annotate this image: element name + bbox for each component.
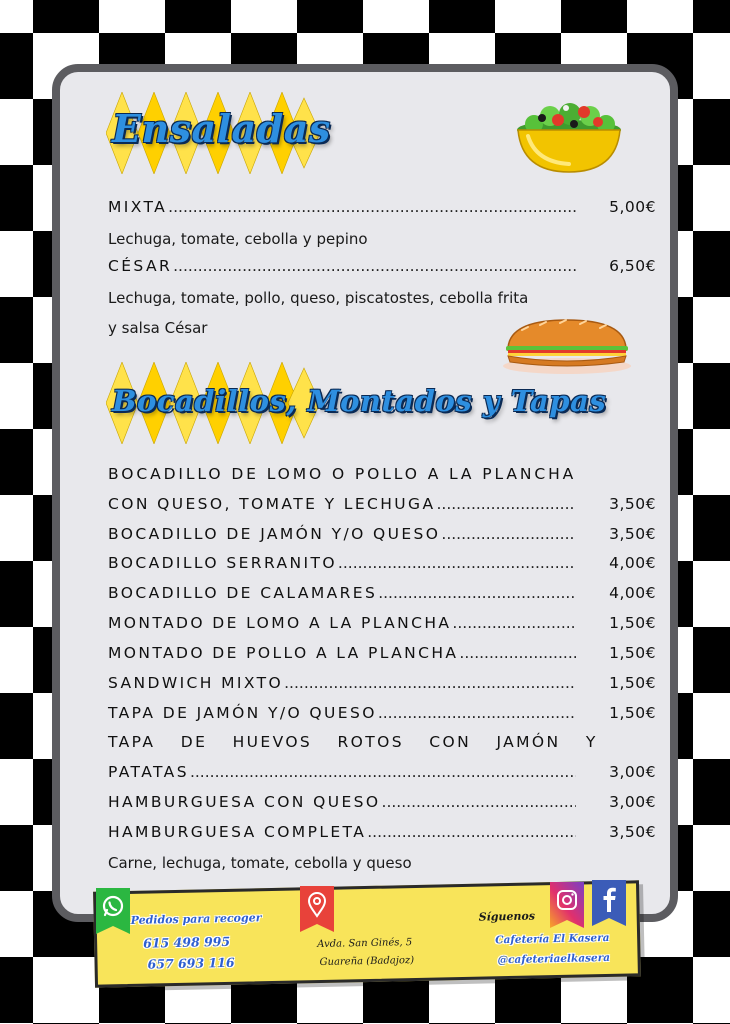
leader-dots <box>190 763 576 781</box>
item-price: 3,50€ <box>609 823 656 841</box>
phone-number[interactable]: 657 693 116 <box>147 954 235 972</box>
menu-item-bocadillo-calamares <box>108 584 656 608</box>
leader-dots <box>338 554 576 572</box>
item-description: Lechuga, tomate, pollo, queso, piscatostes, cebolla frita <box>108 289 529 307</box>
leader-dots <box>459 644 576 662</box>
item-price: 4,00€ <box>609 584 656 602</box>
item-price: 3,50€ <box>609 525 656 543</box>
leader-dots <box>382 793 576 811</box>
leader-dots <box>173 257 576 275</box>
item-name: TAPA DE HUEVOS ROTOS CON JAMÓN Y <box>108 733 598 751</box>
sandwich-icon <box>500 314 634 376</box>
menu-item-mixta <box>108 198 656 222</box>
menu-item-cesar <box>108 257 656 281</box>
facebook-icon[interactable] <box>592 880 626 926</box>
item-name: SANDWICH MIXTO <box>108 674 284 692</box>
menu-item-montado-pollo <box>108 644 656 668</box>
item-price: 1,50€ <box>609 704 656 722</box>
location-pin-icon[interactable] <box>300 886 334 932</box>
item-name: PATATAS <box>108 763 189 781</box>
item-price: 3,00€ <box>609 793 656 811</box>
leader-dots <box>367 823 576 841</box>
item-name: CON QUESO, TOMATE Y LECHUGA <box>108 495 436 513</box>
leader-dots <box>378 704 576 722</box>
item-name: CÉSAR <box>108 257 173 275</box>
section-title-ensaladas: Ensaladas <box>112 106 331 151</box>
whatsapp-icon[interactable] <box>96 888 130 934</box>
business-name: Cafetería El Kasera <box>495 931 610 947</box>
menu-item-tapa-jamon <box>108 704 656 728</box>
address-line: Avda. San Ginés, 5 <box>317 937 413 951</box>
menu-item-montado-lomo <box>108 614 656 638</box>
section-title-bocadillos: Bocadillos, Montados y Tapas <box>112 384 607 418</box>
item-name: TAPA DE JAMÓN Y/O QUESO <box>108 704 377 722</box>
phone-number[interactable]: 615 498 995 <box>142 933 231 951</box>
item-name: MONTADO DE LOMO A LA PLANCHA <box>108 614 452 632</box>
item-name: BOCADILLO SERRANITO <box>108 554 337 572</box>
item-price: 1,50€ <box>609 674 656 692</box>
leader-dots <box>168 198 576 216</box>
menu-item-bocadillo-jamon <box>108 525 656 549</box>
menu-item-tapa-huevos <box>108 763 656 787</box>
item-name: BOCADILLO DE JAMÓN Y/O QUESO <box>108 525 441 543</box>
item-name: MONTADO DE POLLO A LA PLANCHA <box>108 644 459 662</box>
item-name: HAMBURGUESA COMPLETA <box>108 823 367 841</box>
leader-dots <box>284 674 576 692</box>
item-price: 1,50€ <box>609 614 656 632</box>
item-price: 1,50€ <box>609 644 656 662</box>
menu-item-bocadillo-serranito <box>108 554 656 578</box>
item-price: 4,00€ <box>609 554 656 572</box>
item-name: BOCADILLO DE LOMO O POLLO A LA PLANCHA <box>108 465 577 483</box>
item-description: y salsa César <box>108 319 208 337</box>
leader-dots <box>378 584 576 602</box>
menu-item-bocadillo-lomo-line1 <box>108 465 582 489</box>
item-name: BOCADILLO DE CALAMARES <box>108 584 378 602</box>
leader-dots <box>436 495 576 513</box>
item-price: 5,00€ <box>609 198 656 216</box>
menu-item-bocadillo-lomo <box>108 495 656 519</box>
leader-dots <box>441 525 576 543</box>
item-name: MIXTA <box>108 198 168 216</box>
item-description: Lechuga, tomate, cebolla y pepino <box>108 230 368 248</box>
menu-item-sandwich-mixto <box>108 674 656 698</box>
address-line: Guareña (Badajoz) <box>319 955 415 968</box>
orders-label: Pedidos para recoger <box>130 911 262 927</box>
item-description: Carne, lechuga, tomate, cebolla y queso <box>108 854 412 872</box>
menu-item-hamburguesa-queso <box>108 793 656 817</box>
item-price: 3,50€ <box>609 495 656 513</box>
leader-dots <box>452 614 576 632</box>
item-name: HAMBURGUESA CON QUESO <box>108 793 381 811</box>
menu-item-tapa-huevos-line1 <box>108 733 598 757</box>
follow-label: Síguenos <box>478 909 536 924</box>
menu-item-hamburguesa-completa <box>108 823 656 847</box>
item-price: 3,00€ <box>609 763 656 781</box>
salad-bowl-icon <box>514 96 624 176</box>
social-handle[interactable]: @cafeteriaelkasera <box>497 951 611 967</box>
instagram-icon[interactable] <box>550 882 584 928</box>
item-price: 6,50€ <box>609 257 656 275</box>
